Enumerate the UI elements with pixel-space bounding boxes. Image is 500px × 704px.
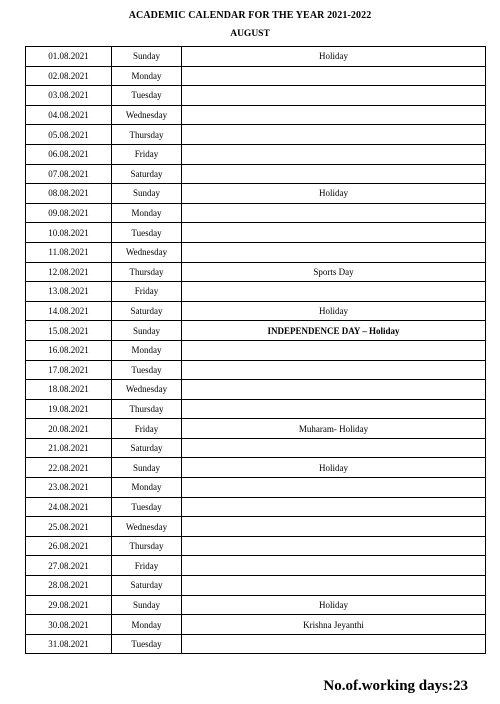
date-cell: 29.08.2021 — [26, 595, 112, 615]
table-row — [26, 203, 486, 223]
date-cell: 06.08.2021 — [26, 144, 112, 164]
table-row — [26, 634, 486, 654]
table-row — [26, 478, 486, 498]
day-cell: Saturday — [112, 576, 182, 596]
date-cell: 04.08.2021 — [26, 105, 112, 125]
event-cell: Holiday — [182, 458, 486, 478]
table-row — [26, 144, 486, 164]
table-row — [26, 184, 486, 204]
day-cell: Tuesday — [112, 86, 182, 106]
date-cell: 25.08.2021 — [26, 517, 112, 537]
date-cell: 30.08.2021 — [26, 615, 112, 635]
date-cell: 02.08.2021 — [26, 66, 112, 86]
table-row — [26, 517, 486, 537]
day-cell: Tuesday — [112, 634, 182, 654]
day-cell: Friday — [112, 144, 182, 164]
day-cell: Monday — [112, 615, 182, 635]
day-cell: Saturday — [112, 164, 182, 184]
event-cell — [182, 203, 486, 223]
day-cell: Sunday — [112, 458, 182, 478]
table-row — [26, 340, 486, 360]
date-cell: 05.08.2021 — [26, 125, 112, 145]
table-row — [26, 47, 486, 67]
event-cell — [182, 536, 486, 556]
event-cell — [182, 86, 486, 106]
date-cell: 27.08.2021 — [26, 556, 112, 576]
table-row — [26, 576, 486, 596]
event-cell — [182, 242, 486, 262]
event-cell — [182, 144, 486, 164]
event-cell — [182, 497, 486, 517]
date-cell: 18.08.2021 — [26, 380, 112, 400]
date-cell: 24.08.2021 — [26, 497, 112, 517]
day-cell: Friday — [112, 282, 182, 302]
date-cell: 15.08.2021 — [26, 321, 112, 341]
table-row — [26, 419, 486, 439]
day-cell: Tuesday — [112, 497, 182, 517]
event-cell — [182, 164, 486, 184]
event-cell: Muharam- Holiday — [182, 419, 486, 439]
day-cell: Saturday — [112, 438, 182, 458]
day-cell: Saturday — [112, 301, 182, 321]
event-cell — [182, 380, 486, 400]
date-cell: 26.08.2021 — [26, 536, 112, 556]
day-cell: Thursday — [112, 262, 182, 282]
table-row — [26, 86, 486, 106]
day-cell: Tuesday — [112, 223, 182, 243]
day-cell: Wednesday — [112, 517, 182, 537]
day-cell: Monday — [112, 203, 182, 223]
day-cell: Tuesday — [112, 360, 182, 380]
date-cell: 09.08.2021 — [26, 203, 112, 223]
date-cell: 12.08.2021 — [26, 262, 112, 282]
table-row — [26, 301, 486, 321]
event-cell — [182, 399, 486, 419]
date-cell: 28.08.2021 — [26, 576, 112, 596]
event-cell — [182, 282, 486, 302]
table-row — [26, 399, 486, 419]
event-cell — [182, 360, 486, 380]
event-cell — [182, 576, 486, 596]
event-cell — [182, 223, 486, 243]
event-cell: Sports Day — [182, 262, 486, 282]
event-cell: Holiday — [182, 184, 486, 204]
day-cell: Friday — [112, 556, 182, 576]
day-cell: Wednesday — [112, 380, 182, 400]
event-cell — [182, 125, 486, 145]
event-cell: Holiday — [182, 595, 486, 615]
calendar-body — [26, 47, 486, 654]
event-cell — [182, 438, 486, 458]
table-row — [26, 438, 486, 458]
event-cell — [182, 66, 486, 86]
day-cell: Sunday — [112, 595, 182, 615]
date-cell: 13.08.2021 — [26, 282, 112, 302]
date-cell: 10.08.2021 — [26, 223, 112, 243]
table-row — [26, 595, 486, 615]
day-cell: Monday — [112, 66, 182, 86]
day-cell: Thursday — [112, 399, 182, 419]
table-row — [26, 262, 486, 282]
table-row — [26, 242, 486, 262]
event-cell — [182, 478, 486, 498]
date-cell: 31.08.2021 — [26, 634, 112, 654]
table-row — [26, 125, 486, 145]
table-row — [26, 321, 486, 341]
table-row — [26, 380, 486, 400]
working-days-summary: No.of.working days:23 — [323, 678, 468, 694]
table-row — [26, 536, 486, 556]
date-cell: 03.08.2021 — [26, 86, 112, 106]
month-heading: AUGUST — [230, 29, 270, 39]
table-row — [26, 105, 486, 125]
date-cell: 19.08.2021 — [26, 399, 112, 419]
table-row — [26, 282, 486, 302]
event-cell: Holiday — [182, 301, 486, 321]
event-cell: INDEPENDENCE DAY – Holiday — [182, 321, 486, 341]
date-cell: 23.08.2021 — [26, 478, 112, 498]
date-cell: 20.08.2021 — [26, 419, 112, 439]
table-row — [26, 497, 486, 517]
day-cell: Thursday — [112, 125, 182, 145]
date-cell: 21.08.2021 — [26, 438, 112, 458]
event-cell — [182, 105, 486, 125]
day-cell: Sunday — [112, 184, 182, 204]
date-cell: 22.08.2021 — [26, 458, 112, 478]
event-cell — [182, 340, 486, 360]
date-cell: 08.08.2021 — [26, 184, 112, 204]
table-row — [26, 164, 486, 184]
date-cell: 17.08.2021 — [26, 360, 112, 380]
date-cell: 16.08.2021 — [26, 340, 112, 360]
table-row — [26, 615, 486, 635]
date-cell: 14.08.2021 — [26, 301, 112, 321]
event-cell — [182, 517, 486, 537]
day-cell: Wednesday — [112, 105, 182, 125]
day-cell: Friday — [112, 419, 182, 439]
calendar-table — [25, 46, 486, 654]
day-cell: Monday — [112, 340, 182, 360]
date-cell: 07.08.2021 — [26, 164, 112, 184]
date-cell: 01.08.2021 — [26, 47, 112, 67]
day-cell: Monday — [112, 478, 182, 498]
event-cell — [182, 556, 486, 576]
event-cell — [182, 634, 486, 654]
event-cell: Holiday — [182, 47, 486, 67]
table-row — [26, 66, 486, 86]
page-title: ACADEMIC CALENDAR FOR THE YEAR 2021-2022 — [128, 10, 372, 21]
day-cell: Sunday — [112, 321, 182, 341]
date-cell: 11.08.2021 — [26, 242, 112, 262]
table-row — [26, 223, 486, 243]
day-cell: Thursday — [112, 536, 182, 556]
event-cell: Krishna Jeyanthi — [182, 615, 486, 635]
table-row — [26, 360, 486, 380]
day-cell: Sunday — [112, 47, 182, 67]
day-cell: Wednesday — [112, 242, 182, 262]
table-row — [26, 458, 486, 478]
table-row — [26, 556, 486, 576]
